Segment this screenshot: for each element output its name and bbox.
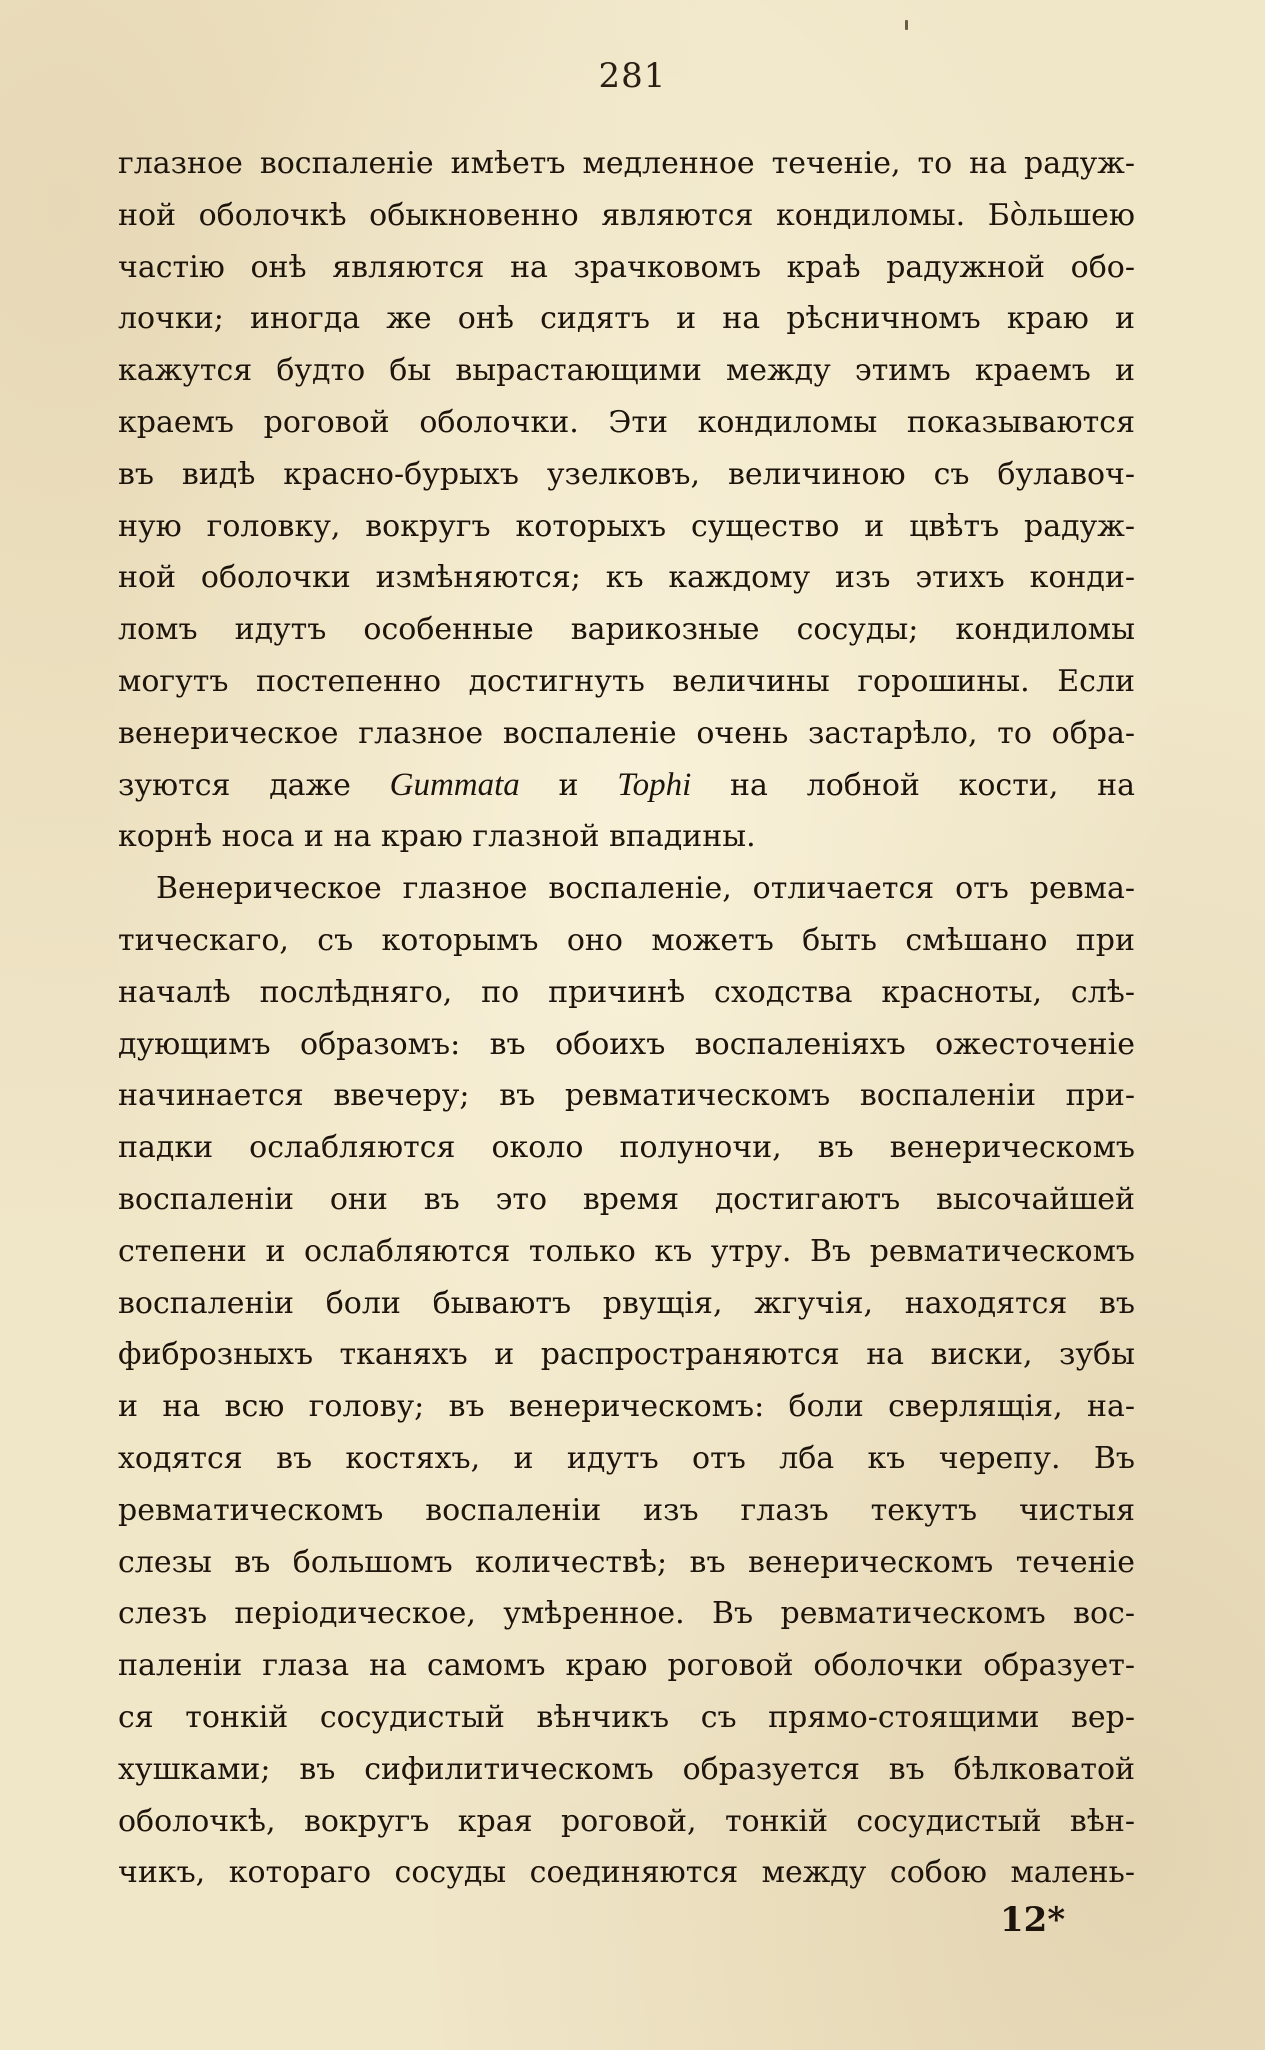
text-line: степени и ослабляются только къ утру. Въ ревматическомъ bbox=[118, 1233, 1135, 1269]
text-line: лочки; иногда же онѣ сидятъ и на рѣсничномъ краю и bbox=[118, 301, 1135, 337]
text-line: ся тонкій сосудистый вѣнчикъ съ прямо-стоящими вер- bbox=[118, 1699, 1135, 1735]
text-line: частію онѣ являются на зрачковомъ краѣ радужной обо- bbox=[118, 249, 1135, 285]
text-line: ной оболочкѣ обыкновенно являются кондиломы. Бо̀льшею bbox=[118, 197, 1135, 233]
text-line: тическаго, съ которымъ оно можетъ быть смѣшано при bbox=[118, 922, 1135, 958]
text-line: оболочкѣ, вокругъ края роговой, тонкій сосудистый вѣн- bbox=[118, 1803, 1135, 1839]
print-speck bbox=[905, 20, 908, 30]
text-fragment: на лобной кости, на bbox=[691, 767, 1135, 803]
text-line: хушками; въ сифилитическомъ образуется въ бѣлковатой bbox=[118, 1751, 1135, 1787]
text-line: и на всю голову; въ венерическомъ: боли сверлящія, на- bbox=[118, 1389, 1135, 1425]
paragraph-1 bbox=[118, 138, 1135, 863]
text-line: ную головку, вокругъ которыхъ существо и цвѣтъ радуж- bbox=[118, 508, 1135, 544]
text-fragment: и bbox=[519, 767, 618, 803]
text-line: корнѣ носа и на краю глазной впадины. bbox=[118, 819, 756, 855]
text-line: слезъ періодическое, умѣренное. Въ ревматическомъ вос- bbox=[118, 1596, 1135, 1632]
latin-term-tophi: Tophi bbox=[617, 766, 692, 803]
text-fragment: зуются даже bbox=[118, 767, 390, 803]
text-line: началѣ послѣдняго, по причинѣ сходства красноты, слѣ- bbox=[118, 974, 1135, 1010]
text-line: венерическое глазное воспаленіе очень застарѣло, то обра- bbox=[118, 715, 1135, 751]
text-line: ной оболочки измѣняются; къ каждому изъ этихъ конди- bbox=[118, 560, 1135, 596]
text-line: ревматическомъ воспаленіи изъ глазъ текутъ чистыя bbox=[118, 1492, 1135, 1528]
text-line: чикъ, котораго сосуды соединяются между собою малень- bbox=[118, 1855, 1135, 1891]
latin-term-gummata: Gummata bbox=[389, 766, 520, 803]
text-line: въ видѣ красно-бурыхъ узелковъ, величиною съ булавоч- bbox=[118, 456, 1135, 492]
text-line bbox=[118, 760, 1135, 812]
text-line: воспаленіи они въ это время достигаютъ высочайшей bbox=[118, 1181, 1135, 1217]
page-number: 281 bbox=[598, 56, 667, 96]
text-line: кажутся будто бы вырастающими между этимъ краемъ и bbox=[118, 353, 1135, 389]
text-line: краемъ роговой оболочки. Эти кондиломы показываются bbox=[118, 404, 1135, 440]
text-line: начинается ввечеру; въ ревматическомъ воспаленіи при- bbox=[118, 1078, 1135, 1114]
text-line: паленіи глаза на самомъ краю роговой оболочки образует- bbox=[118, 1648, 1135, 1684]
text-line: ходятся въ костяхъ, и идутъ отъ лба къ черепу. Въ bbox=[118, 1440, 1135, 1476]
text-line: дующимъ образомъ: въ обоихъ воспаленіяхъ ожесточеніе bbox=[118, 1026, 1135, 1062]
body-text bbox=[118, 138, 1135, 1899]
paragraph-2 bbox=[118, 863, 1135, 1899]
text-line: могутъ постепенно достигнуть величины горошины. Если bbox=[118, 663, 1135, 699]
signature-mark: 12* bbox=[1000, 1900, 1066, 1940]
text-line: слезы въ большомъ количествѣ; въ венерическомъ теченіе bbox=[118, 1544, 1135, 1580]
text-line: ломъ идутъ особенные варикозные сосуды; кондиломы bbox=[118, 612, 1135, 648]
text-line: воспаленіи боли бываютъ рвущія, жгучія, находятся въ bbox=[118, 1285, 1135, 1321]
text-line: фиброзныхъ тканяхъ и распространяются на виски, зубы bbox=[118, 1337, 1135, 1373]
text-line: падки ослабляются около полуночи, въ венерическомъ bbox=[118, 1130, 1135, 1166]
text-line: Венерическое глазное воспаленіе, отличается отъ ревма- bbox=[156, 871, 1135, 907]
text-line: глазное воспаленіе имѣетъ медленное теченіе, то на радуж- bbox=[118, 146, 1135, 181]
